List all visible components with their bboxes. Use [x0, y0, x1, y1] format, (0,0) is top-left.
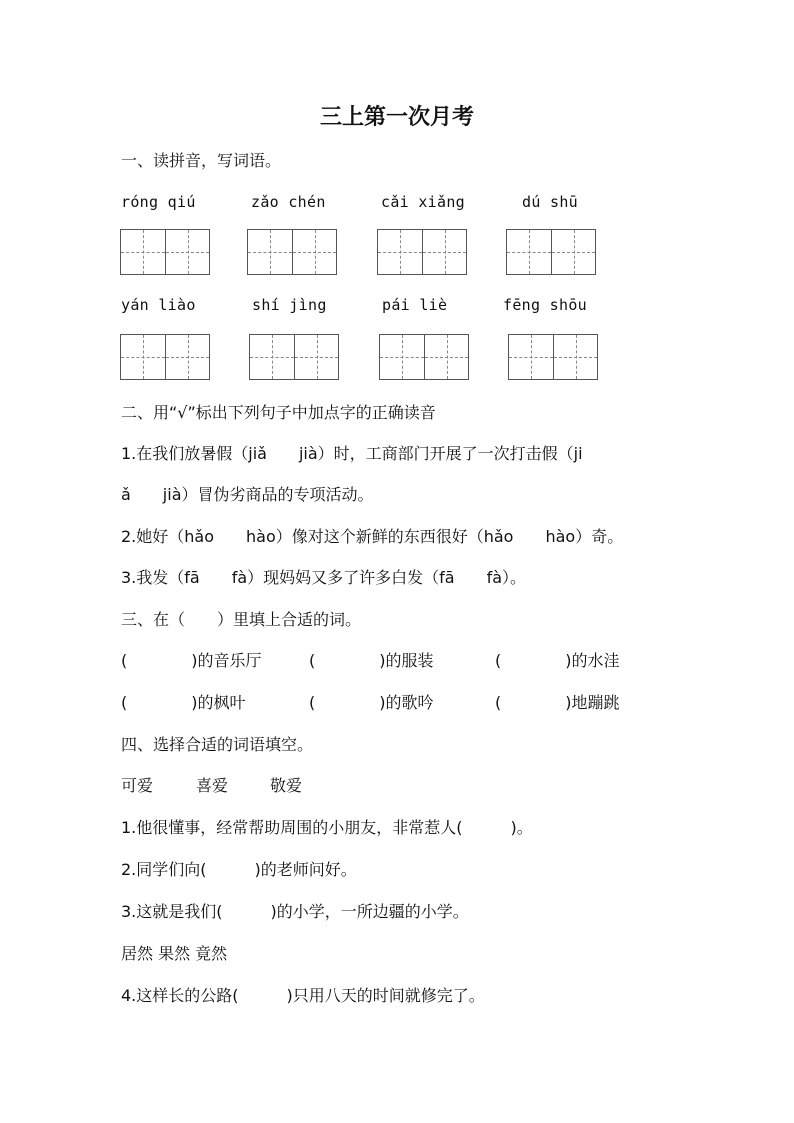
- section2-q1-line1: 1.在我们放暑假（jiǎ jià）时，工商部门开展了一次打击假（ji: [121, 444, 583, 463]
- pinyin-4: dú shū: [522, 193, 578, 211]
- pinyin-6: shí jìng: [252, 296, 327, 314]
- section2-q1-line2: ǎ jià）冒伪劣商品的专项活动。: [121, 485, 374, 504]
- writing-grid-4[interactable]: [506, 229, 596, 275]
- page-title: 三上第一次月考: [319, 104, 474, 130]
- writing-grid-2[interactable]: [247, 229, 337, 275]
- section4-q2: 2.同学们向( )的老师问好。: [121, 860, 357, 879]
- section2-heading: 二、用“√”标出下列句子中加点字的正确读音: [121, 403, 436, 422]
- section3-heading: 三、在（ ）里填上合适的词。: [121, 610, 362, 629]
- word-choice-3: 敬爱: [270, 776, 303, 795]
- word-choices-2: 居然 果然 竟然: [121, 944, 228, 963]
- fill-blank-5: ( )的歌吟: [309, 693, 434, 712]
- section4-heading: 四、选择合适的词语填空。: [121, 735, 314, 754]
- writing-grid-5[interactable]: [120, 334, 210, 380]
- word-choice-1: 可爱: [121, 776, 154, 795]
- section2-q3: 3.我发（fā fà）现妈妈又多了许多白发（fā fà）。: [121, 568, 527, 587]
- section1-heading: 一、读拼音，写词语。: [121, 151, 282, 170]
- writing-grid-7[interactable]: [379, 334, 469, 380]
- pinyin-8: fēng shōu: [503, 296, 587, 314]
- word-choice-2: 喜爱: [196, 776, 229, 795]
- writing-grid-1[interactable]: [120, 229, 210, 275]
- fill-blank-2: ( )的服装: [309, 651, 434, 670]
- pinyin-2: zǎo chén: [251, 193, 326, 211]
- section4-q4: 4.这样长的公路( )只用八天的时间就修完了。: [121, 986, 485, 1005]
- pinyin-1: róng qiú: [121, 193, 196, 211]
- writing-grid-8[interactable]: [508, 334, 598, 380]
- fill-blank-4: ( )的枫叶: [121, 693, 246, 712]
- pinyin-3: cǎi xiǎng: [381, 193, 465, 211]
- writing-grid-6[interactable]: [249, 334, 339, 380]
- pinyin-7: pái liè: [382, 296, 448, 314]
- section2-q2: 2.她好（hǎo hào）像对这个新鲜的东西很好（hǎo hào）奇。: [121, 527, 624, 546]
- writing-grid-3[interactable]: [377, 229, 467, 275]
- fill-blank-3: ( )的水洼: [495, 651, 620, 670]
- pinyin-5: yán liào: [121, 296, 196, 314]
- section4-q3: 3.这就是我们( )的小学，一所边疆的小学。: [121, 902, 469, 921]
- fill-blank-6: ( )地蹦跳: [495, 693, 620, 712]
- section4-q1: 1.他很懂事，经常帮助周围的小朋友，非常惹人( )。: [121, 818, 533, 837]
- fill-blank-1: ( )的音乐厅: [121, 651, 262, 670]
